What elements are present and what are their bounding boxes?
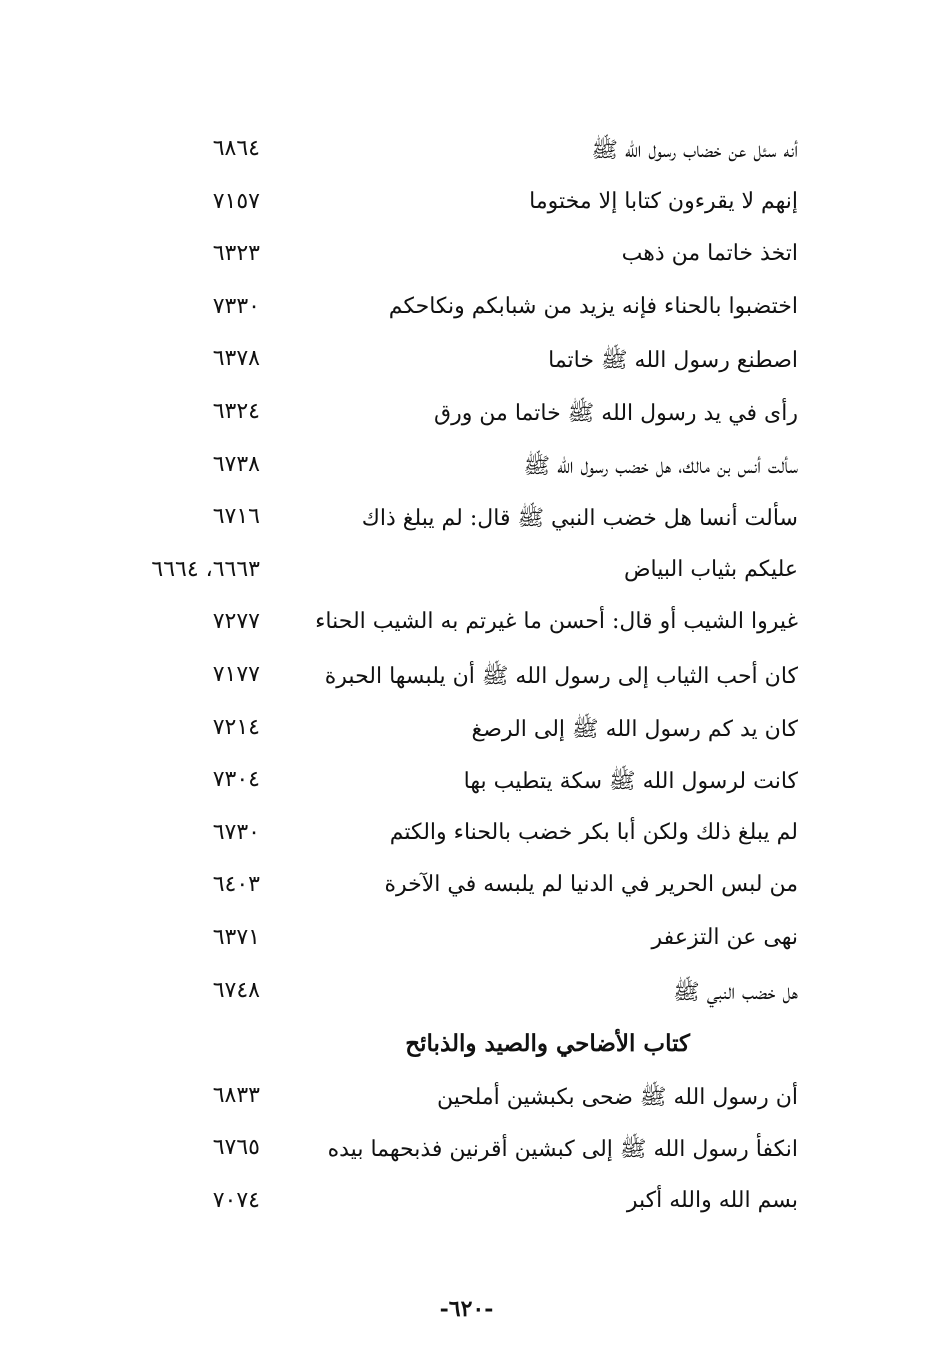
- index-row: [100, 812, 820, 865]
- hadith-text: كان أحب الثياب إلى رسول الله ﷺ أن يلبسها الحبرة: [324, 663, 798, 689]
- index-row: [100, 654, 820, 707]
- hadith-number: ٦٧٣٨: [212, 451, 260, 477]
- hadith-number: ٦٧١٦: [212, 504, 260, 530]
- index-row: [100, 286, 820, 339]
- index-row: [100, 128, 820, 181]
- hadith-text: نهى عن التزعفر: [651, 924, 798, 950]
- hadith-number: ٧١٥٧: [212, 188, 260, 214]
- hadith-text: غيروا الشيب أو قال: أحسن ما غيرتم به الشيب الحناء: [315, 609, 798, 635]
- index-row: [100, 233, 820, 286]
- hadith-text: سألت أنسا هل خضب النبي ﷺ قال: لم يبلغ ذاك: [361, 506, 798, 532]
- hadith-number: ٦٤٠٣: [212, 872, 260, 898]
- hadith-text: سألت أنس بن مالك، هل خضب رسول الله ﷺ: [523, 453, 798, 479]
- hadith-number: ٦٧٦٥: [212, 1135, 260, 1161]
- hadith-number: ٦٣٢٣: [212, 241, 260, 267]
- index-row: [100, 496, 820, 549]
- hadith-text: أن رسول الله ﷺ ضحى بكبشين أملحين: [436, 1084, 798, 1110]
- hadith-number: ٦٣٢٤: [212, 398, 260, 424]
- hadith-number: ٧٣٣٠: [212, 293, 260, 319]
- hadith-text: إنهم لا يقرءون كتابا إلا مختوما: [529, 188, 798, 214]
- hadith-text: رأى في يد رسول الله ﷺ خاتما من ورق: [434, 400, 798, 426]
- index-row: [100, 707, 820, 760]
- index-row: [100, 759, 820, 812]
- hadith-number: ٧٠٧٤: [212, 1187, 260, 1213]
- index-row: [100, 1075, 820, 1128]
- index-row: [100, 549, 820, 602]
- hadith-number: ٧٢١٤: [212, 714, 260, 740]
- index-row: [100, 601, 820, 654]
- hadith-text: اختضبوا بالحناء فإنه يزيد من شبابكم ونكاحكم: [388, 293, 798, 319]
- hadith-text: كان يد كم رسول الله ﷺ إلى الرصغ: [471, 716, 798, 742]
- index-row: [100, 1180, 820, 1233]
- hadith-index-list: [100, 128, 820, 1232]
- index-row: [100, 864, 820, 917]
- hadith-text: اصطنع رسول الله ﷺ خاتما: [548, 348, 798, 374]
- index-row: [100, 917, 820, 970]
- hadith-text: أنه سئل عن خضاب رسول الله ﷺ: [591, 138, 798, 163]
- index-row: [100, 970, 820, 1023]
- hadith-number: ٧٣٠٤: [212, 767, 260, 793]
- index-row: [100, 338, 820, 391]
- hadith-text: اتخذ خاتما من ذهب: [621, 241, 798, 267]
- index-row: [100, 444, 820, 497]
- hadith-number: ٦٨٦٤: [212, 136, 260, 161]
- index-row: [100, 391, 820, 444]
- hadith-number: ٦٧٤٨: [212, 977, 260, 1003]
- hadith-text: عليكم بثياب البياض: [623, 556, 798, 582]
- hadith-number: ٦٨٣٣: [212, 1082, 260, 1108]
- hadith-number: ٦٧٣٠: [212, 819, 260, 845]
- hadith-text: كانت لرسول الله ﷺ سكة يتطيب بها: [463, 769, 798, 795]
- hadith-text: بسم الله والله أكبر: [626, 1187, 798, 1213]
- index-row: [100, 1127, 820, 1180]
- index-row: [100, 181, 820, 234]
- hadith-text: انكفأ رسول الله ﷺ إلى كبشين أقرنين فذبحهما بيده: [327, 1137, 798, 1163]
- hadith-number: ٧١٧٧: [212, 661, 260, 687]
- hadith-text: لم يبلغ ذلك ولكن أبا بكر خضب بالحناء والكتم: [389, 819, 798, 845]
- hadith-number: ٦٦٦٣، ٦٦٦٤: [151, 556, 260, 582]
- page-number: -٦٢٠-: [439, 1296, 494, 1322]
- section-heading: كتاب الأضاحي والصيد والذبائح: [405, 1030, 690, 1058]
- hadith-number: ٦٣٧١: [212, 924, 260, 950]
- hadith-number: ٧٢٧٧: [212, 609, 260, 635]
- hadith-number: ٦٣٧٨: [212, 346, 260, 372]
- section-heading-row: [100, 1022, 820, 1075]
- hadith-text: هل خضب النبي ﷺ: [673, 979, 798, 1005]
- hadith-text: من لبس الحرير في الدنيا لم يلبسه في الآخرة: [384, 872, 798, 898]
